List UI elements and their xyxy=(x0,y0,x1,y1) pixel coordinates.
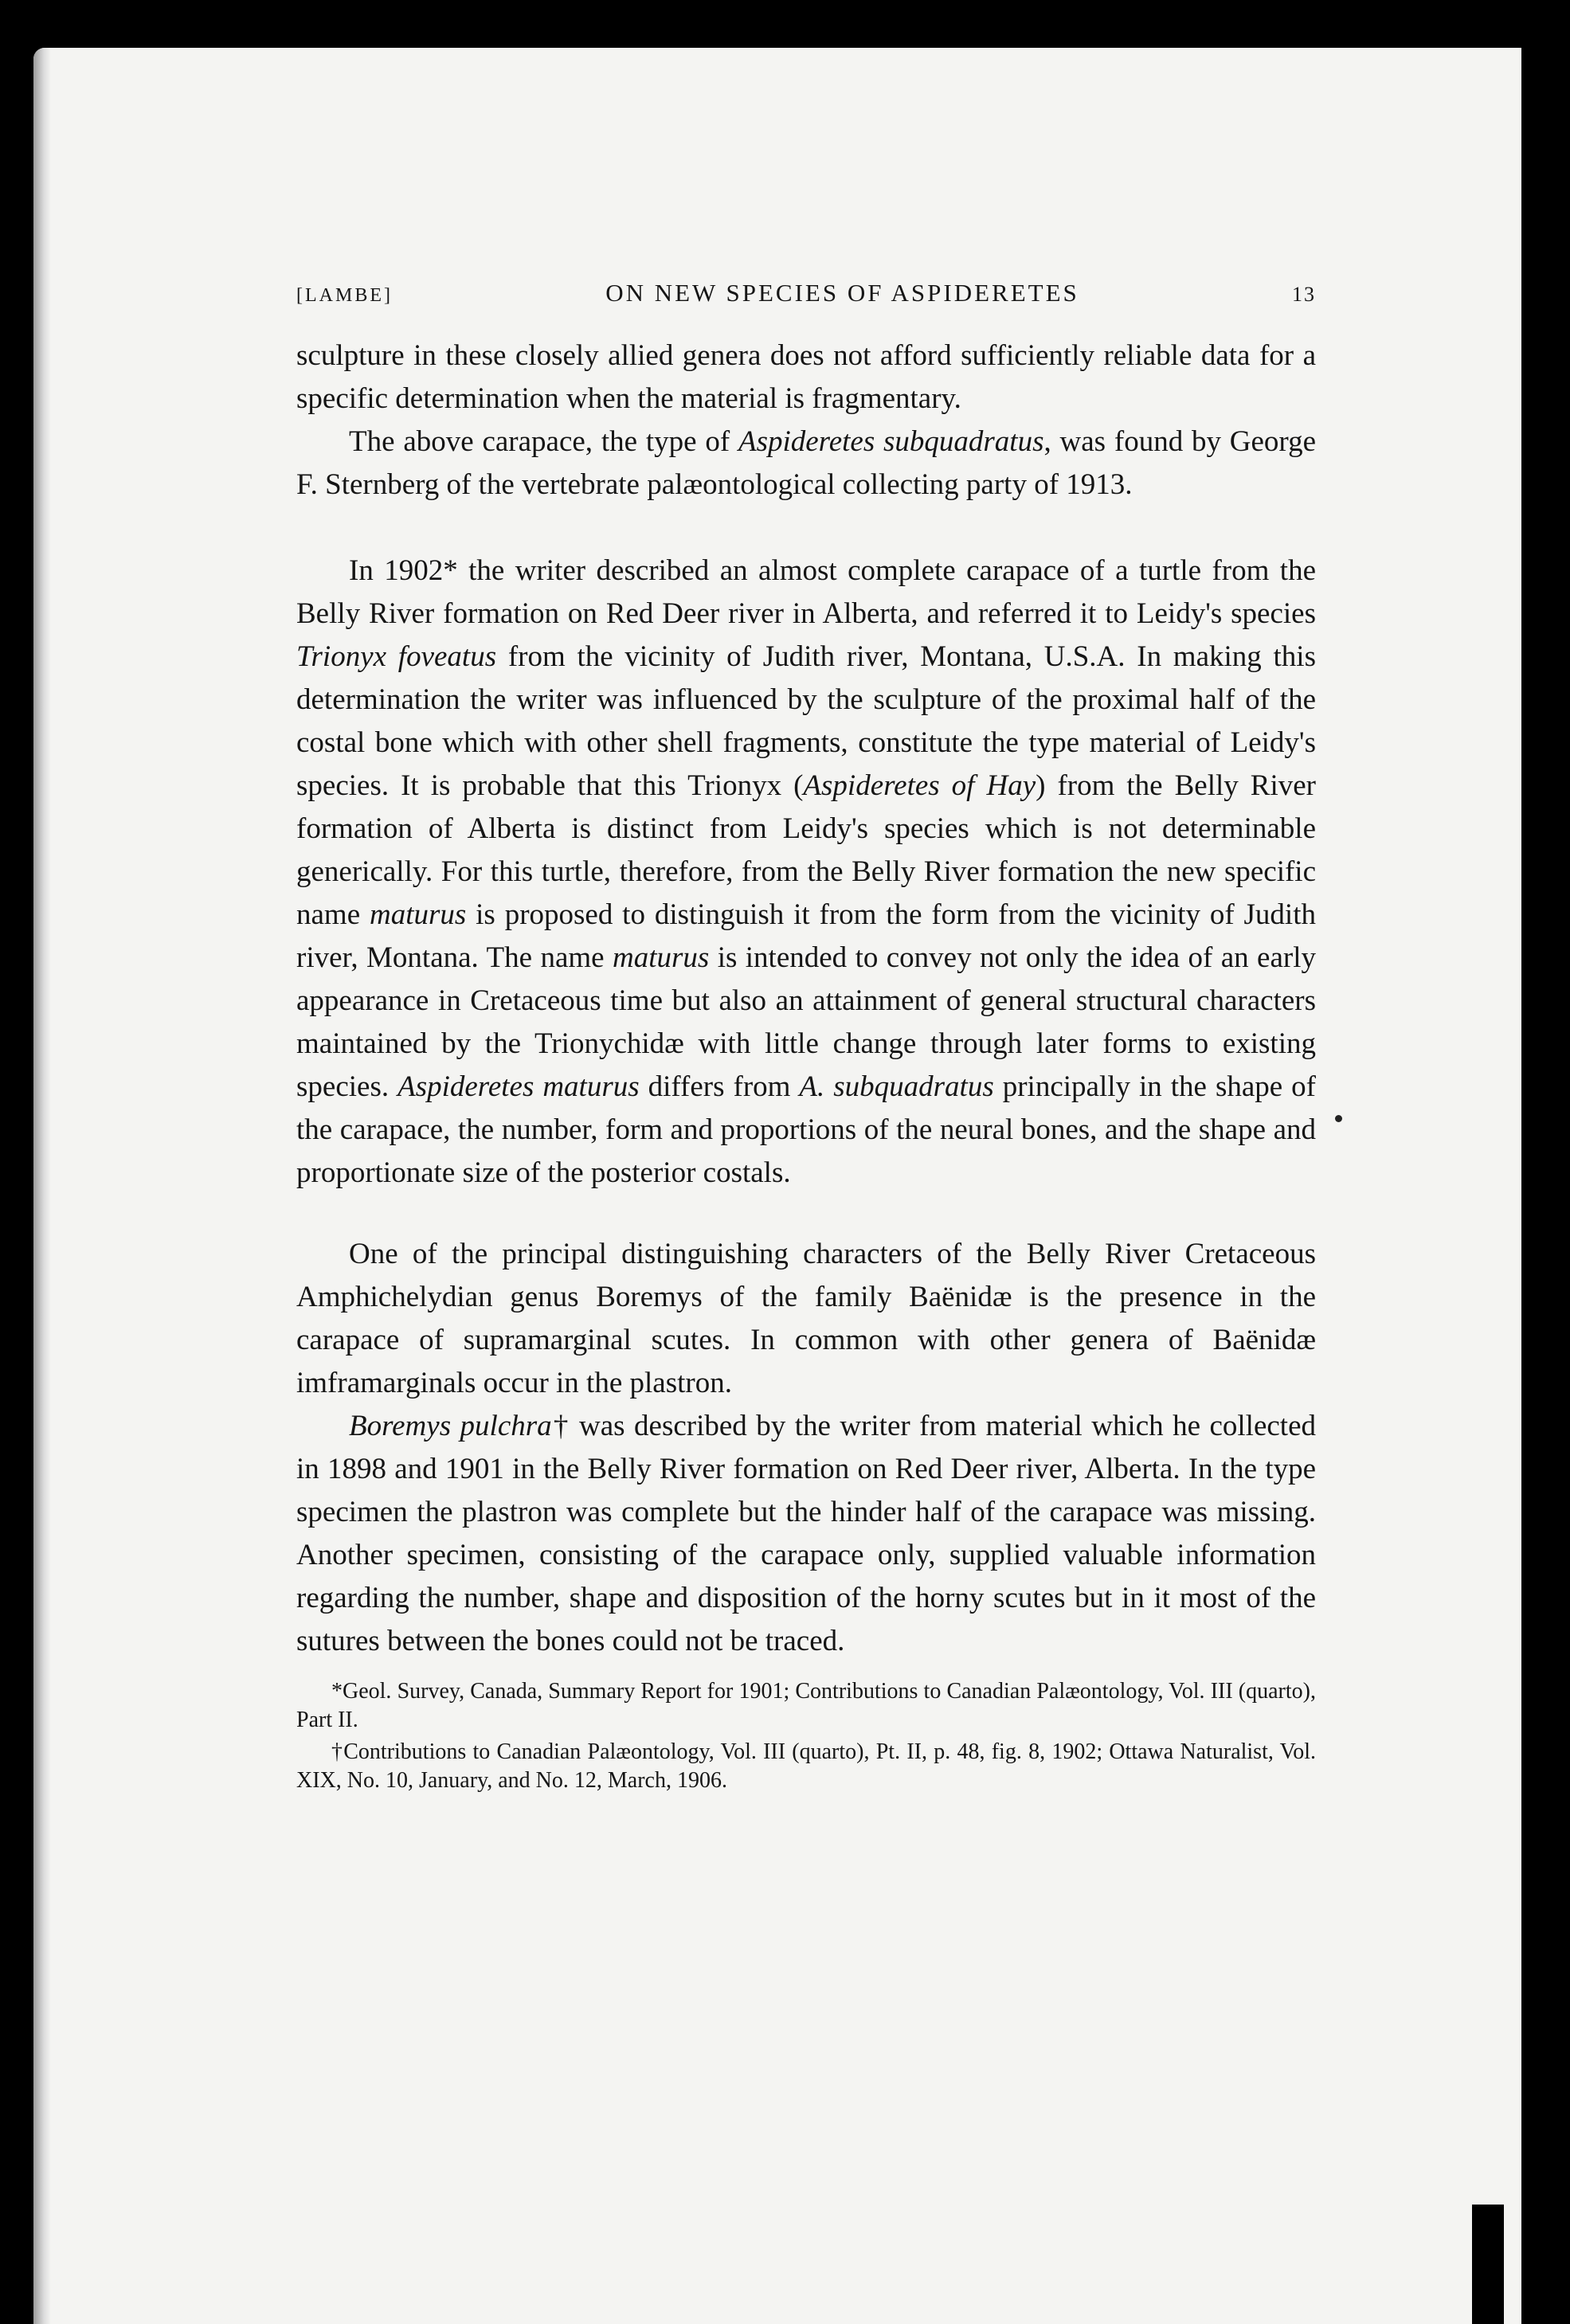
paragraph-4: One of the principal distinguishing characters of the Belly River Cretaceous Amphichelydian genus Boremys of the family Baënidæ is the presence in the carapace of supramarginal scutes. In common with other genera of Baënidæ imframarginals occur in the plastron. xyxy=(296,1238,1316,1399)
species-name: maturus xyxy=(369,898,467,931)
paragraph-3 xyxy=(296,550,1316,1195)
paragraph-3-text-e: is intended to convey not only the idea of an early appearance in Cretaceous time but also an attainment of general structural characters maintained by the Trionychidæ with little change through later forms to existing species. xyxy=(296,941,1316,1103)
paragraph-2-text-a: The above carapace, the type of xyxy=(349,425,738,458)
species-name: maturus xyxy=(612,941,710,974)
paragraph-2 xyxy=(296,421,1316,507)
running-header xyxy=(296,279,1316,307)
header-author: [LAMBE] xyxy=(296,285,393,306)
paragraph-3-text-f: differs from xyxy=(639,1070,800,1103)
species-name: A. subquadratus xyxy=(799,1070,994,1103)
page-number: 13 xyxy=(1291,283,1316,306)
book-page xyxy=(33,48,1521,2324)
page-binding-shadow xyxy=(33,48,51,2324)
paragraph-5-text: † was described by the writer from material which he collected in 1898 and 1901 in the Belly River formation on Red Deer river, Alberta. In the type specimen the plastron was complete but the hinder half of the carapace was missing. Another specimen, consisting of the carapace only, supplied valuable information regarding the number, shape and disposition of the horny scutes but in it most of the sutures between the bones could not be traced. xyxy=(296,1410,1316,1657)
footnote-1: *Geol. Survey, Canada, Summary Report for 1901; Contributions to Canadian Palæontology, Vol. III (quarto), Part II. xyxy=(296,1679,1316,1732)
scan-border xyxy=(0,0,1570,48)
species-name: Aspideretes maturus xyxy=(397,1070,640,1103)
footnotes xyxy=(296,1677,1316,1795)
species-name: Aspideretes subquadratus xyxy=(738,425,1044,458)
paragraph-3-text-c: ) from the Belly River formation of Alberta is distinct from Leidy's species which is not determinable generically. For this turtle, therefore, from the Belly River formation the new specific name xyxy=(296,769,1316,931)
paragraph-3-text-b: from the vicinity of Judith river, Montana, U.S.A. In making this determination the writer was influenced by the sculpture of the proximal half of the costal bone which with other shell fragments, constitute the type material of Leidy's species. It is probable that this Trionyx ( xyxy=(296,640,1316,802)
footnote-2: †Contributions to Canadian Palæontology, Vol. III (quarto), Pt. II, p. 48, fig. 8, 1902; Ottawa Naturalist, Vol. XIX, No. 10, January, and No. 12, March, 1906. xyxy=(296,1739,1316,1793)
paragraph-1: sculpture in these closely allied genera does not afford sufficiently reliable data for a specific determination when the material is fragmentary. xyxy=(296,339,1316,415)
paragraph-3-text-g: principally in the shape of the carapace, the number, form and proportions of the neural bones, and the shape and proportionate size of the posterior costals. xyxy=(296,1070,1316,1189)
species-name: Aspideretes of Hay xyxy=(803,769,1036,802)
species-name: Trionyx foveatus xyxy=(296,640,497,673)
paragraph-3-text-a: In 1902* the writer described an almost complete carapace of a turtle from the Belly River formation on Red Deer river in Alberta, and referred it to Leidy's species xyxy=(296,554,1316,630)
species-name: Boremys pulchra xyxy=(349,1410,552,1442)
paragraph-5 xyxy=(296,1405,1316,1663)
paragraph-2-text-b: , was found by George F. Sternberg of the vertebrate palæontological collecting party of 1913. xyxy=(296,425,1317,501)
page-content xyxy=(296,279,1316,1798)
paragraph-3-text-d: is proposed to distinguish it from the form from the vicinity of Judith river, Montana. The name xyxy=(296,898,1316,974)
header-title: ON NEW SPECIES OF ASPIDERETES xyxy=(605,279,1079,307)
ink-speck xyxy=(1335,1115,1342,1122)
page-corner-shadow xyxy=(1472,2205,1504,2324)
